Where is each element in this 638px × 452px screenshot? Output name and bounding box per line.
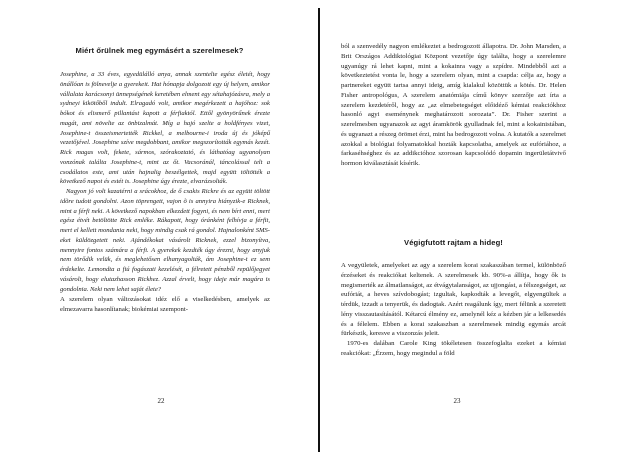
right-bottom-text xyxy=(341,261,566,359)
story-paragraph: Josephine, a 33 éves, egyedülálló anya, annak szentelte egész életét, hogy önállóan is fölnevelje a gyerekeit. Hat hónapja dolgozott egy új helyen, amikor vállalata karácsonyi ünnepségének keretében elment egy sétahajózásra, mely a sydneyi kikötőből indult. Elragadó volt, amikor megérkezett a hajóhoz: sok bókot és elismerő pillantást kapott a férfiaktól. Ettől gyönyörűnek érezte magát, ami növelte az önbizalmát. Míg a hajó szelte a holdfényes vizet, Josephine-t összeismertették Rickkel, a melbourne-i iroda új és jóképű vezetőjével. Josephine szíve megdobbant, amikor megszorították egymás kezét. Rick magas volt, fekete, sármos, szórakoztató, és láthatóag ugyanolyan vonzónak találta Josephine-t, mint az őt. Vacsoránál, táncolással telt a csodálatos este, ami után hajnalig beszélgettek, majd együtt töltötték a következő napot és estét is. Josephine úgy érezte, elvarázsolták. xyxy=(60,71,270,186)
subsection-heading: Végigfutott rajtam a hideg! xyxy=(404,238,503,247)
story-block xyxy=(60,70,270,294)
right-page xyxy=(319,0,638,452)
page-number: 23 xyxy=(453,397,461,405)
body-paragraph: ból a szenvedély nagyon emlékeztet a bedrogozott állapotra. Dr. John Marsden, a Brit Országos Addiktológiai Központ vezetője úgy találta, hogy a szerelemre ugyanúgy rá lehet kapni, mint a kokainra vagy a szpídre. Mindebből azt a következtetést vonta le, hogy a szerelem olyan, mint a csapda: célja az, hogy a partnereket együtt tartsa annyi ideig, amíg kialakul közöttük a kötés. Dr. Helen Fisher antropológus, A szerelem anatómiája című könyv szerzője azt írta a szerelem kezdetéről, hogy az „az elmebetegséget előidéző kémiai reakciókhoz hasonló agyi eseménynek meghatározott sorozata”. Dr. Fisher szerint a szerelmesben ugyanazok az agyi áramkörök gyulladnak fel, mint a kokainistában, és ugyanazt a részeg örömet érzi, mint ha bedrogozott volna. A kutatók a szerelmet azokkal a biológiai folyamatokkal hozták kapcsolatba, amelyek az eufóriához, a farkaséhséghez és az addikcióhoz szorosan kapcsolódó dopamin ingerületátvivő hormon kiválasztását kísérik. xyxy=(341,43,566,167)
body-paragraph: 1970-es dalában Carole King tökéletesen összefoglalta ezeket a kémiai reakciókat: „Érzem, hogy megindul a föld xyxy=(341,340,566,357)
section-heading: Miért őrülnek meg egymásért a szerelmesek? xyxy=(75,46,244,55)
left-column-text xyxy=(60,70,270,315)
body-paragraph: A vegyületek, amelyeket az agy a szerelem korai szakaszában termel, különböző érzéseket és reakciókat keltenek. A szerelmesek kb. 90%-a állítja, hogy ők is megismerték az álmatlanságot, az étvágytalanságot, az ujjongást, a félszegséget, az eufóriát, a heves szívdobogást; izgultak, kapkodták a levegőt, elgyengültek a térdük, izzadt a tenyerük, és dadogtak. Azért reagálunk így, mert félünk a szeretett lény visszautasításától. Kétarcú élmény ez, amelynél kéz a kézben jár a lelkesedés és a félelem. Ebben a korai szakaszban a szerelmesek mindig egymás arcát fürkészik, keresve a viszonzás jeleit. xyxy=(341,262,566,338)
body-paragraph: A szerelem olyan változásokat idéz elő a viselkedésben, amelyek az elmezavarra hasonlítanak; biokémiai szempont- xyxy=(60,296,270,313)
story-paragraph: Nagyon jó volt kazatérni a srácokhoz, de ő csakis Rickre és az együtt töltött idõre tudott gondolni. Azon töprengett, vajon õ is annyira hiányzik-e Ricknek, mint a férfi neki. A következő napokban elkezdett fogyni, és nem bírt enni, mert egész étvét betöltötte Rick emléke. Rákapott, hogy óránként felhívja a férfit, mert el kellett mondania neki, hogy mindig csak rá gondol. Hajnalonként SMS-eket küldözgetett neki. Ajándékokat vásárolt Ricknek, ezzel bizonyítva, mennyire fontos számára a férfi. A gyerekek kezdték úgy érezni, hogy anyjuk nem törődik velük, és meglehetősen elhanyagolták, ám Josephine-t ez sem érdekelte. Lemondta a fiú fogászati kezelését, a félretett pénzből repülőjegyet vásárolt, hogy elutazhasson Rickhez. Azzal érvelt, hogy ideje már magára is gondolnia. Neki nem lehet saját élete? xyxy=(60,188,270,293)
page-number: 22 xyxy=(157,397,165,405)
right-top-text xyxy=(341,42,566,169)
